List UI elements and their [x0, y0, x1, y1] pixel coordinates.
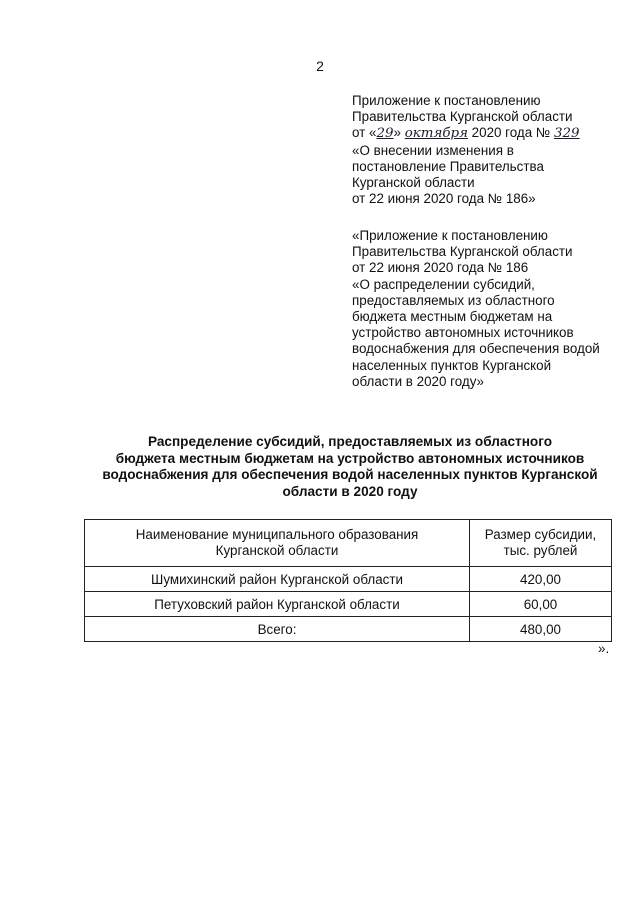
quoted-line: от 22 июня 2020 года № 186	[352, 260, 529, 276]
total-label: Всего:	[85, 617, 470, 642]
quoted-line: населенных пунктов Курганской	[352, 357, 552, 373]
date-prefix: от «	[352, 125, 377, 141]
page-number: 2	[316, 58, 324, 74]
quoted-line: Правительства Курганской области	[352, 244, 573, 260]
appendix-header-primary	[352, 93, 622, 207]
total-row	[85, 617, 612, 642]
title-line: Распределение субсидий, предоставляемых из областного	[147, 434, 553, 449]
quoted-line: устройство автономных источников	[352, 325, 574, 341]
subsidy-table	[84, 519, 612, 642]
date-day-close: »	[393, 125, 401, 141]
municipality-cell: Шумихинский район Курганской области	[85, 567, 470, 592]
amendment-line: «О внесении изменения в	[352, 142, 514, 158]
document-title	[80, 434, 620, 500]
header-amount	[470, 520, 612, 567]
title-line: водоснабжения для обеспечения водой населенных пунктов Курганской	[102, 467, 598, 483]
amendment-line: Курганской области	[352, 175, 475, 191]
header-text: Курганской области	[215, 543, 339, 558]
header-text: Наименование муниципального образования	[135, 527, 419, 542]
handwritten-day: 29	[376, 126, 394, 142]
header-text: Размер субсидии,	[484, 527, 597, 542]
amount-cell: 60,00	[470, 592, 612, 617]
table-header-row	[85, 520, 612, 567]
handwritten-month: октября	[404, 126, 468, 142]
appendix-line: Правительства Курганской области	[352, 109, 573, 125]
header-municipality	[85, 520, 470, 567]
appendix-header-quoted	[352, 228, 622, 390]
table-row	[85, 567, 612, 592]
header-text: тыс. рублей	[503, 543, 578, 558]
table-row	[85, 592, 612, 617]
appendix-date-line	[352, 125, 622, 142]
quoted-line: бюджета местным бюджетам на	[352, 309, 553, 325]
quoted-line: «Приложение к постановлению	[352, 228, 548, 243]
amendment-line: постановление Правительства	[352, 158, 544, 174]
year-text: 2020 года №	[471, 125, 551, 141]
municipality-cell: Петуховский район Курганской области	[85, 592, 470, 617]
total-amount: 480,00	[470, 617, 612, 642]
title-line: области в 2020 году	[282, 483, 418, 499]
closing-quote: ».	[598, 641, 610, 656]
quoted-line: «О распределении субсидий,	[352, 276, 535, 292]
amendment-line: от 22 июня 2020 года № 186»	[352, 191, 536, 207]
handwritten-number: 329	[554, 126, 580, 142]
title-line: бюджета местным бюджетам на устройство автономных источников	[115, 450, 585, 466]
amount-cell: 420,00	[470, 567, 612, 592]
quoted-line: области в 2020 году»	[352, 373, 484, 389]
appendix-line: Приложение к постановлению	[352, 93, 541, 108]
quoted-line: водоснабжения для обеспечения водой	[352, 341, 600, 357]
quoted-line: предоставляемых из областного	[352, 292, 555, 308]
